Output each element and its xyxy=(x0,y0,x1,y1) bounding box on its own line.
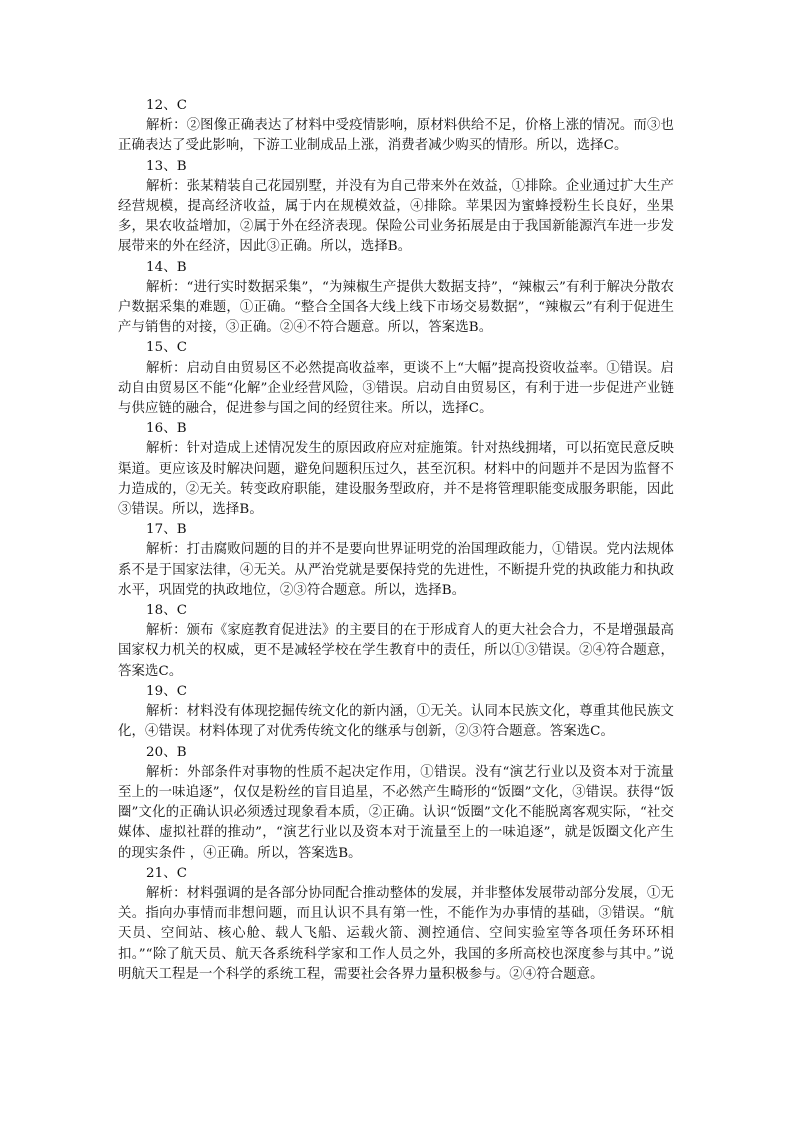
explanation-text: 解析：颁布《家庭教育促进法》的主要目的在于形成育人的更大社会合力，不是增强最高国家权力机关的权威，更不是减轻学校在学生教育中的责任，所以①③错误。②④符合题意，答案选C。 xyxy=(118,623,674,679)
question-number: 12、C xyxy=(146,98,188,113)
explanation-text: 解析：②图像正确表达了材料中受疫情影响，原材料供给不足，价格上涨的情况。而③也正确表达了受此影响，下游工业制成品上涨，消费者减少购买的情形。所以，选择C。 xyxy=(118,118,674,154)
question-number: 20、B xyxy=(146,744,187,760)
question-number: 13、B xyxy=(146,158,187,174)
explanation-text: 解析：“进行实时数据采集”，“为辣椒生产提供大数据支持”，“辣椒云”有利于解决分散农户数据采集的难题，①正确。“整合全国各大线上线下市场交易数据”，“辣椒云”有利于促进生产与销售的对接，③正确。②④不符合题意。所以，答案选B。 xyxy=(118,279,674,336)
question-number: 18、C xyxy=(146,603,188,619)
explanation-text: 解析：打击腐败问题的目的并不是要向世界证明党的治国理政能力，①错误。党内法规体系不是于国家法律，④无关。从严治党就是要保持党的先进性，不断提升党的执政能力和执政水平，巩固党的执政地位，②③符合题意。所以，选择B。 xyxy=(118,542,674,598)
answer-explanations xyxy=(118,96,674,985)
question-number: 21、C xyxy=(146,865,188,881)
explanation-text: 解析：材料没有体现挖掘传统文化的新内涵，①无关。认同本民族文化，尊重其他民族文化，④错误。材料体现了对优秀传统文化的继承与创新，②③符合题意。答案选C。 xyxy=(118,704,674,740)
explanation-text: 解析：针对造成上述情况发生的原因政府应对症施策。针对热线拥堵，可以拓宽民意反映渠道。更应该及时解决问题，避免问题积压过久，甚至沉积。材料中的问题并不是因为监督不力造成的，②无关。转变政府职能，建设服务型政府，并不是将管理职能变成服务职能，因此③错误。所以，选择B。 xyxy=(118,441,674,518)
explanation-text: 解析：启动自由贸易区不必然提高收益率，更谈不上“大幅”提高投资收益率。①错误。启动自由贸易区不能“化解”企业经营风险，③错误。启动自由贸易区，有利于进一步促进产业链与供应链的融合，促进参与国之间的经贸往来。所以，选择C。 xyxy=(118,360,674,417)
question-number: 17、B xyxy=(146,522,187,538)
question-number: 16、B xyxy=(146,421,187,437)
question-number: 15、C xyxy=(146,340,188,356)
question-number: 14、B xyxy=(146,259,187,275)
explanation-text: 解析：张某精装自己花园别墅，并没有为自己带来外在效益，①排除。企业通过扩大生产经营规模，提高经济收益，属于内在规模效益，④排除。苹果因为蜜蜂授粉生长良好，坐果多，果农收益增加，②属于外在经济表现。保险公司业务拓展是由于我国新能源汽车进一步发展带来的外在经济，因此③正确。所以，选择B。 xyxy=(118,178,674,255)
explanation-text: 解析：材料强调的是各部分协同配合推动整体的发展，并非整体发展带动部分发展，①无关。指向办事情而非想问题，而且认识不具有第一性，不能作为办事情的基础，③错误。“航天员、空间站、核心舱、载人飞船、运载火箭、测控通信、空间实验室等各项任务环环相扣。”“除了航天员、航天各系统科学家和工作人员之外，我国的多所高校也深度参与其中。”说明航天工程是一个科学的系统工程，需要社会各界力量积极参与。②④符合题意。 xyxy=(118,885,674,982)
explanation-text: 解析：外部条件对事物的性质不起决定作用，①错误。没有“演艺行业以及资本对于流量至上的一味追逐”，仅仅是粉丝的盲目追星，不必然产生畸形的“饭圈”文化，③错误。获得“饭圈”文化的正确认识必须透过现象看本质，②正确。认识“饭圈”文化不能脱离客观实际，“社交媒体、虚拟社群的推动”，“演艺行业以及资本对于流量至上的一味追逐”，就是饭圈文化产生的现实条件 ，④正确。所以，答案选B。 xyxy=(118,764,674,861)
question-number: 19、C xyxy=(146,683,188,699)
